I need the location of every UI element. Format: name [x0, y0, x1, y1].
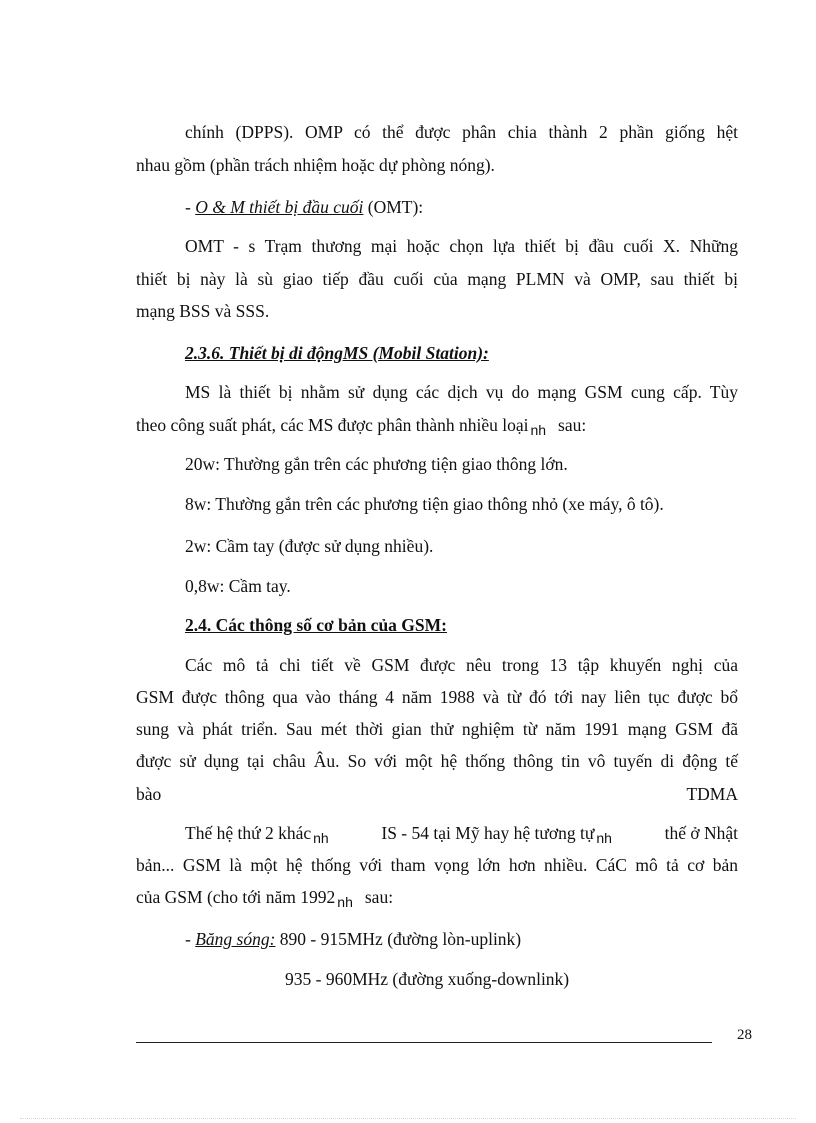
paragraph-line	[185, 822, 738, 845]
paragraph-line: MS là thiết bị nhằm sử dụng các dịch vụ do mạng GSM cung cấp. Tùy	[185, 382, 738, 402]
text-span-nh: nh	[596, 830, 612, 846]
section-heading-2-3-6	[185, 342, 738, 364]
paragraph-line: GSM được thông qua vào tháng 4 năm 1988 và từ đó tới nay liên tục được bổ	[136, 687, 738, 707]
heading-text: 2.4. Các thông số cơ bản của GSM:	[185, 615, 447, 635]
text-span: thế ở Nhật	[664, 823, 738, 843]
list-item-20w: 20w: Thường gắn trên các phương tiện giao thông lớn.	[185, 454, 568, 474]
paragraph-line: Các mô tả chi tiết về GSM được nêu trong 13 tập khuyến nghị của	[185, 655, 738, 675]
footer-rule	[136, 1042, 712, 1043]
text-span: sau:	[364, 887, 394, 907]
list-item-8w: 8w: Thường gắn trên các phương tiện giao thông nhỏ (xe máy, ô tô).	[185, 494, 664, 514]
omt-label-line	[185, 196, 738, 218]
paragraph-line: chính (DPPS). OMP có thể được phân chia thành 2 phần giống hệt	[185, 122, 738, 142]
paragraph-line: mạng BSS và SSS.	[136, 301, 270, 321]
band-uplink: 890 - 915MHz (đường lòn-uplink)	[275, 929, 522, 949]
band-downlink-line: 935 - 960MHz (đường xuống-downlink)	[285, 969, 570, 989]
page-number: 28	[737, 1027, 752, 1043]
heading-text: 2.3.6. Thiết bị di độngMS (Mobil Station):	[185, 343, 489, 363]
text-span: bào	[136, 784, 162, 804]
band-prefix: -	[185, 929, 196, 949]
bottom-dotted-border	[20, 1118, 796, 1119]
band-uplink-line	[185, 928, 738, 950]
omt-term: O & M thiết bị đầu cuối	[195, 197, 364, 217]
paragraph-line	[136, 783, 738, 805]
paragraph-line	[136, 414, 738, 437]
text-span: của GSM (cho tới năm 1992	[136, 887, 336, 907]
paragraph-line: OMT - s Trạm thương mại hoặc chọn lựa thiết bị đầu cuối X. Những	[185, 236, 738, 256]
paragraph-line: được sử dụng tại châu Âu. So với một hệ thống thông tin vô tuyến di động tế	[136, 751, 738, 771]
text-span: Thế hệ thứ 2 khác $_{nh}$	[185, 823, 329, 846]
omt-suffix: (OMT):	[363, 197, 424, 217]
band-term: Băng sóng:	[195, 929, 276, 949]
text-span: IS - 54 tại Mỹ hay hệ tương tự $_{nh}$	[381, 823, 612, 846]
paragraph-line: nhau gồm (phần trách nhiệm hoặc dự phòng nóng).	[136, 155, 495, 175]
paragraph-line: bản... GSM là một hệ thống với tham vọng lớn hơn nhiều. CáC mô tả cơ bản	[136, 855, 738, 875]
paragraph-line	[136, 886, 738, 909]
text-span: sau:	[558, 415, 587, 435]
list-item-0-8w: 0,8w: Cầm tay.	[185, 576, 291, 596]
text-span-nh: nh	[530, 422, 547, 438]
text-span: TDMA	[686, 784, 738, 804]
text-span-nh: nh	[313, 830, 329, 846]
omt-prefix: -	[185, 197, 196, 217]
paragraph-line: sung và phát triển. Sau mét thời gian thử nghiệm từ năm 1991 mạng GSM đã	[136, 719, 738, 739]
paragraph-line: thiết bị này là sù giao tiếp đầu cuối của mạng PLMN và OMP, sau thiết bị	[136, 269, 738, 289]
list-item-2w: 2w: Cầm tay (được sử dụng nhiều).	[185, 536, 434, 556]
text-span: theo công suất phát, các MS được phân thành nhiều loại	[136, 415, 529, 435]
text-span-nh: nh	[337, 894, 353, 910]
section-heading-2-4	[185, 614, 738, 636]
